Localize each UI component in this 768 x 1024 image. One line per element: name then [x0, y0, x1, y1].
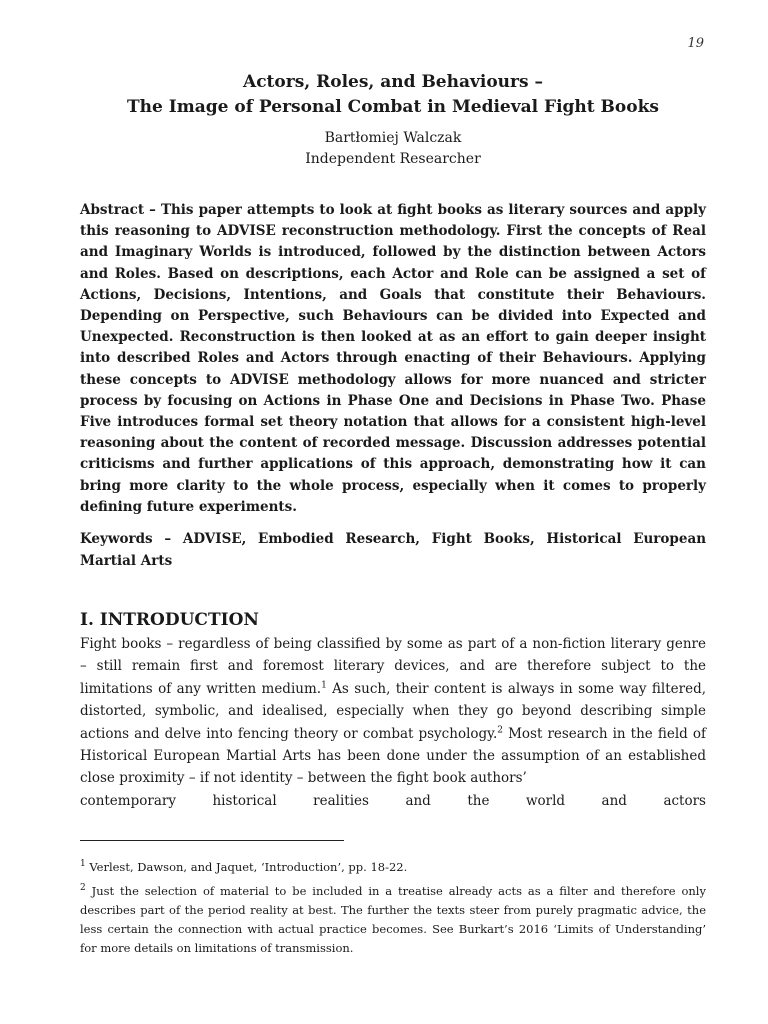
footnotes [80, 858, 706, 963]
title-line-2: The Image of Personal Combat in Medieval Fight Books [127, 97, 659, 117]
footnote-1 [80, 858, 706, 877]
footnote-divider [80, 840, 344, 841]
footnote-number-2: 2 [80, 883, 86, 894]
intro-last-line: contemporary historical realities and the world and actors [80, 792, 706, 809]
footnote-number-1: 1 [80, 859, 86, 870]
footnote-2 [80, 882, 706, 958]
footnote-ref-1[interactable]: 1 [321, 680, 327, 691]
keywords-text: ADVISE, Embodied Research, Fight Books, Historical European Martial Arts [80, 531, 707, 569]
introduction-paragraph [80, 633, 706, 812]
abstract-label: Abstract – [80, 202, 156, 218]
footnote-text-1: Verlest, Dawson, and Jaquet, ‘Introduction’, pp. 18-22. [85, 860, 408, 874]
author-name: Bartłomiej Walczak [324, 130, 462, 146]
page-number: 19 [687, 36, 704, 51]
section-heading: I. INTRODUCTION [80, 610, 259, 630]
author-block [80, 128, 706, 170]
keywords [80, 529, 706, 572]
intro-text-3: Most research in the field of Historical European Martial Arts has been done under the assumption of an established close proximity – if not identity – between the fight book authors’ [80, 725, 706, 787]
footnote-text-2: Just the selection of material to be included in a treatise already acts as a filter and therefore only describes part of the period reality at best. The further the texts steer from purely pragmatic advice, the less certain the connection with actual practice becomes. See Burkart’s 2016 ‘Limits of Understanding’ for more details on limitations of transmission. [80, 884, 706, 955]
abstract-text: This paper attempts to look at fight books as literary sources and apply this reasoning to ADVISE reconstruction methodology. First the concepts of Real and Imaginary Worlds is introduced, followed by the distinction between Actors and Roles. Based on descriptions, each Actor and Role can be assigned a set of Actions, Decisions, Intentions, and Goals that constitute their Behaviours. Depending on Perspective, such Behaviours can be divided into Expected and Unexpected. Reconstruction is then looked at as an effort to gain deeper insight into described Roles and Actors through enacting of their Behaviours. Applying these concepts to ADVISE methodology allows for more nuanced and stricter process by focusing on Actions in Phase One and Decisions in Phase Two. Phase Five introduces formal set theory notation that allows for a consistent high-level reasoning about the content of recorded message. Discussion addresses potential criticisms and further applications of this approach, demonstrating how it can bring more clarity to the whole process, especially when it comes to properly defining future experiments. [80, 202, 707, 515]
title-line-1: Actors, Roles, and Behaviours – [243, 72, 543, 92]
author-affiliation: Independent Researcher [305, 151, 481, 167]
paper-title [80, 70, 706, 120]
intro-text-1: Fight books – regardless of being classified by some as part of a non-fiction literary genre – still remain first and foremost literary devices, and are therefore subject to the limitations of any written medium. [80, 636, 706, 697]
footnote-ref-2[interactable]: 2 [497, 725, 504, 736]
keywords-label: Keywords – [80, 531, 172, 547]
abstract [80, 200, 706, 518]
intro-text-2: As such, their content is always in some way filtered, distorted, symbolic, and idealised, especially when they go beyond describing simple actions and delve into fencing theory or combat psychology. [80, 680, 707, 742]
